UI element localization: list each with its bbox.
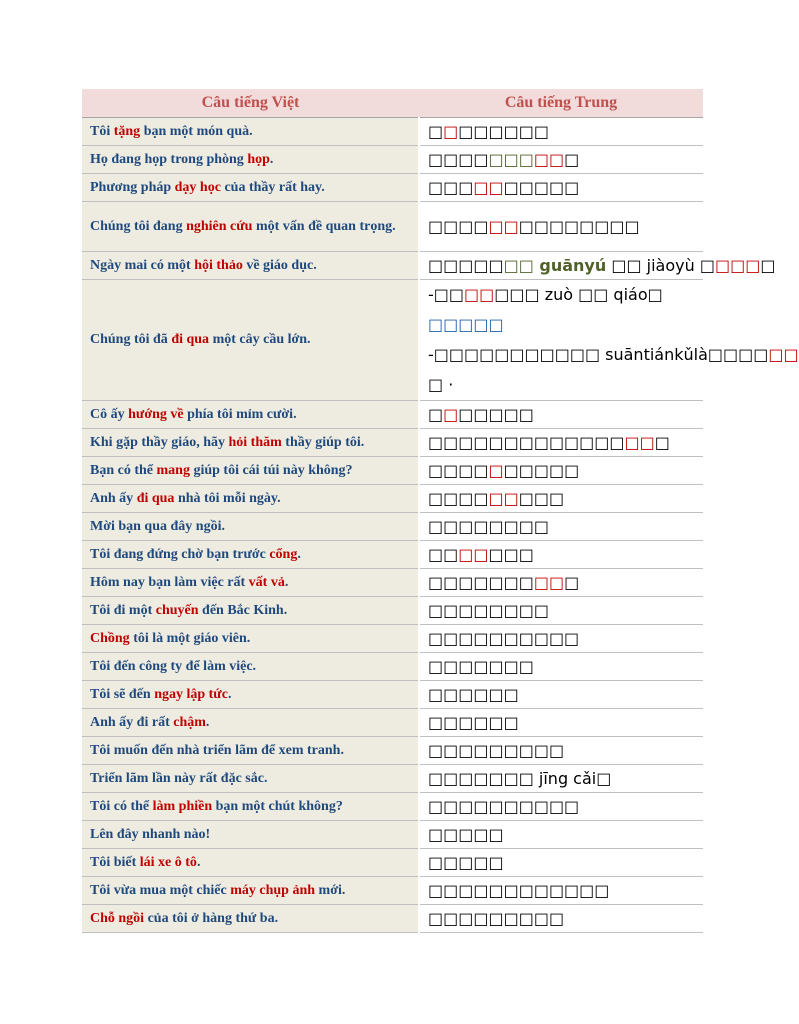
highlighted-word: dạy học bbox=[174, 179, 221, 195]
table-row bbox=[82, 280, 703, 401]
sentence-text: □□□□□ bbox=[503, 461, 580, 480]
sentence-text: Hôm nay bạn làm việc rất bbox=[90, 574, 249, 590]
sentence-text: □□□□□□□□□ bbox=[428, 741, 565, 760]
sentence-text: Họ đang họp trong phòng bbox=[90, 151, 248, 167]
chinese-line bbox=[428, 681, 695, 708]
table-row bbox=[82, 541, 703, 569]
chinese-line bbox=[428, 625, 695, 652]
sentence-text: . bbox=[227, 686, 232, 702]
sentence-text: □□□□□ bbox=[428, 825, 504, 844]
sentence-text: □□□□□□□□ bbox=[428, 601, 549, 620]
chinese-sentence bbox=[419, 905, 703, 933]
sentence-text: Phương pháp bbox=[90, 179, 175, 195]
chinese-sentence bbox=[419, 793, 703, 821]
chinese-line bbox=[428, 370, 695, 400]
chinese-line bbox=[428, 485, 695, 512]
chinese-line bbox=[428, 513, 695, 540]
sentence-text: □□□□ bbox=[428, 461, 489, 480]
table-row bbox=[82, 569, 703, 597]
chinese-line bbox=[428, 213, 695, 240]
sentence-text: Tôi muốn đến nhà triển lãm để xem tranh. bbox=[90, 742, 344, 758]
sentence-text: □□□□□□□ jīng cǎi□ bbox=[428, 769, 612, 788]
vietnamese-sentence bbox=[82, 821, 419, 849]
chinese-sentence bbox=[419, 653, 703, 681]
chinese-sentence bbox=[419, 569, 703, 597]
highlighted-word: □□□□□ bbox=[428, 315, 504, 334]
vietnamese-sentence bbox=[82, 793, 419, 821]
table-row bbox=[82, 401, 703, 429]
vietnamese-sentence bbox=[82, 877, 419, 905]
sentence-text: □□□□□□□□ bbox=[428, 517, 549, 536]
chinese-sentence bbox=[419, 765, 703, 793]
table-row bbox=[82, 849, 703, 877]
highlighted-word: đi qua bbox=[171, 332, 210, 347]
table-row bbox=[82, 709, 703, 737]
table-row bbox=[82, 429, 703, 457]
highlighted-word: □□ bbox=[768, 345, 799, 364]
sentence-text: phía tôi mỉm cười. bbox=[183, 406, 297, 422]
highlighted-word: ngay lập tức bbox=[154, 686, 228, 702]
chinese-line bbox=[428, 174, 695, 201]
chinese-line bbox=[428, 905, 695, 932]
vietnamese-sentence bbox=[82, 541, 419, 569]
table-row bbox=[82, 821, 703, 849]
sentence-text: □□□□□ bbox=[503, 178, 580, 197]
sentence-text: Chúng tôi đang bbox=[90, 218, 187, 234]
sentence-text: Tôi đang đứng chờ bạn trước bbox=[90, 546, 270, 562]
sentence-text: Mời bạn qua đây ngồi. bbox=[90, 518, 225, 534]
chinese-line bbox=[428, 280, 695, 310]
sentence-text: □□□ bbox=[518, 489, 565, 508]
highlighted-word: □□ bbox=[533, 150, 565, 169]
chinese-sentence bbox=[419, 877, 703, 905]
highlighted-word: hội thảo bbox=[194, 257, 243, 273]
chinese-sentence bbox=[419, 252, 776, 280]
sentence-text: bạn một chút không? bbox=[212, 798, 343, 814]
sentence-text: □□□□□□ bbox=[428, 685, 519, 704]
sentence-text: □□□□□□□□□□ bbox=[428, 629, 580, 648]
chinese-sentence bbox=[419, 401, 703, 429]
chinese-sentence bbox=[419, 541, 703, 569]
vietnamese-sentence bbox=[82, 569, 419, 597]
header-row bbox=[82, 89, 703, 118]
chinese-line bbox=[428, 653, 695, 680]
highlighted-word: hỏi thăm bbox=[228, 434, 282, 450]
highlighted-word: chậm bbox=[173, 714, 206, 730]
highlighted-word: máy chụp ảnh bbox=[230, 882, 316, 898]
vietnamese-sentence bbox=[82, 709, 419, 737]
sentence-text: Lên đây nhanh nào! bbox=[90, 826, 211, 842]
highlighted-word: nghiên cứu bbox=[186, 218, 253, 234]
vietnamese-sentence bbox=[82, 765, 419, 793]
sentence-text: □ bbox=[654, 433, 670, 452]
sentence-text: □ bbox=[564, 150, 580, 169]
table-row bbox=[82, 737, 703, 765]
vietnamese-sentence bbox=[82, 252, 419, 280]
sentence-text: □□ bbox=[428, 545, 459, 564]
chinese-line bbox=[428, 849, 695, 876]
table-row bbox=[82, 681, 703, 709]
chinese-line bbox=[428, 765, 695, 792]
highlighted-word: □ bbox=[443, 405, 459, 424]
highlighted-word: cổng bbox=[269, 546, 298, 562]
highlighted-word: □□ bbox=[488, 489, 519, 508]
sentence-text: tôi là một giáo viên. bbox=[129, 630, 251, 646]
chinese-sentence bbox=[419, 457, 703, 485]
vietnamese-sentence bbox=[82, 429, 419, 457]
sentence-text: Bạn có thể bbox=[90, 462, 157, 478]
chinese-line bbox=[428, 401, 695, 428]
highlighted-word: Chồng bbox=[90, 630, 130, 646]
sentence-text: Khi gặp thầy giáo, hãy bbox=[90, 434, 229, 450]
sentence-text: thầy giúp tôi. bbox=[281, 434, 365, 450]
highlighted-word: đi qua bbox=[136, 490, 175, 506]
highlighted-word: Chỗ ngồi bbox=[90, 910, 145, 926]
highlighted-word: □□ bbox=[458, 545, 489, 564]
chinese-sentence bbox=[419, 737, 703, 765]
sentence-text: một cây cầu lớn. bbox=[209, 332, 311, 347]
sentence-text: □ bbox=[428, 122, 444, 141]
header-vietnamese: Câu tiếng Việt bbox=[82, 89, 419, 118]
highlighted-word: □ bbox=[443, 122, 459, 141]
sentence-text: . bbox=[269, 151, 274, 167]
chinese-line bbox=[428, 877, 695, 904]
sentence-text: Anh ấy bbox=[90, 490, 137, 506]
chinese-line bbox=[428, 597, 695, 624]
sentence-text: Tôi biết bbox=[90, 854, 140, 870]
sentence-text: □ bbox=[564, 573, 580, 592]
highlighted-word: □□ bbox=[624, 433, 655, 452]
sentence-text: □□□ bbox=[428, 178, 474, 197]
sentence-text: Tôi có thể bbox=[90, 798, 153, 814]
chinese-sentence bbox=[419, 202, 703, 252]
chinese-line bbox=[428, 541, 695, 568]
sentence-text: Ngày mai có một bbox=[90, 257, 195, 273]
chinese-sentence bbox=[419, 485, 703, 513]
sentence-text: □□ jiàoyù □ bbox=[606, 256, 715, 275]
highlighted-word: □ bbox=[488, 461, 504, 480]
sentence-text: □□□□□□□□□□□□ bbox=[428, 881, 610, 900]
sentence-text: -□□□□□□□□□□□ suāntiánkǔlà□□□□ bbox=[428, 345, 769, 364]
vocabulary-table bbox=[82, 89, 799, 933]
table-row bbox=[82, 765, 703, 793]
chinese-sentence bbox=[419, 625, 703, 653]
highlighted-word: chuyến bbox=[155, 602, 199, 618]
table-row bbox=[82, 202, 703, 252]
chinese-sentence bbox=[419, 513, 703, 541]
highlighted-word: guānyú bbox=[533, 256, 607, 275]
sentence-text: □ bbox=[428, 405, 444, 424]
sentence-text: Tôi sẽ đến bbox=[90, 686, 155, 702]
sentence-text: □□□□□□□□□□ bbox=[428, 797, 580, 816]
vietnamese-sentence bbox=[82, 118, 419, 146]
chinese-line bbox=[428, 457, 695, 484]
chinese-line bbox=[428, 709, 695, 736]
sentence-text: □□□□□□□□□□□□□ bbox=[428, 433, 625, 452]
sentence-text: . bbox=[196, 854, 201, 870]
sentence-text: đến Bắc Kinh. bbox=[198, 602, 288, 618]
highlighted-word: □□□ bbox=[488, 150, 534, 169]
sentence-text: □□□□□□ bbox=[428, 713, 519, 732]
highlighted-word: lái xe ô tô bbox=[139, 854, 197, 870]
table-row bbox=[82, 597, 703, 625]
table-row bbox=[82, 174, 703, 202]
sentence-text: Chúng tôi đã bbox=[90, 332, 172, 347]
chinese-line bbox=[428, 821, 695, 848]
table-row bbox=[82, 485, 703, 513]
sentence-text: Tôi đi một bbox=[90, 602, 156, 618]
sentence-text: □□□□ bbox=[428, 489, 489, 508]
vietnamese-sentence bbox=[82, 513, 419, 541]
chinese-sentence bbox=[419, 429, 703, 457]
sentence-text: □□□□□ bbox=[428, 853, 504, 872]
sentence-text: □□□□□□□□□ bbox=[428, 909, 565, 928]
chinese-sentence bbox=[419, 118, 703, 146]
chinese-line bbox=[428, 793, 695, 820]
chinese-sentence bbox=[419, 849, 703, 877]
sentence-text: □□□□□□□ bbox=[428, 657, 534, 676]
vietnamese-sentence bbox=[82, 597, 419, 625]
sentence-text: Anh ấy đi rất bbox=[90, 714, 174, 730]
vietnamese-sentence bbox=[82, 681, 419, 709]
table-row bbox=[82, 513, 703, 541]
highlighted-word: hướng về bbox=[128, 406, 184, 422]
vietnamese-sentence bbox=[82, 146, 419, 174]
chinese-sentence bbox=[419, 681, 703, 709]
sentence-text: □□□□□ bbox=[458, 405, 534, 424]
sentence-text: □□□ zuò □□ qiáo□ bbox=[494, 285, 663, 304]
highlighted-word: vất vả bbox=[248, 574, 285, 590]
chinese-sentence bbox=[419, 174, 703, 202]
highlighted-word: mang bbox=[156, 462, 190, 478]
vietnamese-sentence bbox=[82, 202, 419, 252]
highlighted-word: tặng bbox=[113, 123, 141, 139]
sentence-text: Cô ấy bbox=[90, 406, 129, 422]
highlighted-word: □□ bbox=[533, 573, 565, 592]
sentence-text: □□□ bbox=[488, 545, 534, 564]
vietnamese-sentence bbox=[82, 905, 419, 933]
table-row bbox=[82, 793, 703, 821]
chinese-line bbox=[428, 340, 799, 370]
vietnamese-sentence bbox=[82, 625, 419, 653]
sentence-text: □□□□□ bbox=[428, 256, 504, 275]
vietnamese-sentence bbox=[82, 457, 419, 485]
table-row bbox=[82, 625, 703, 653]
sentence-text: về giáo dục. bbox=[242, 257, 317, 273]
highlighted-word: □□□ bbox=[714, 256, 761, 275]
sentence-text: giúp tôi cái túi này không? bbox=[189, 462, 353, 478]
sentence-text: □□□□ bbox=[428, 217, 489, 236]
highlighted-word: □□ bbox=[488, 217, 519, 236]
sentence-text: Triển lãm lần này rất đặc sắc. bbox=[90, 770, 268, 786]
header-chinese: Câu tiếng Trung bbox=[419, 89, 703, 118]
highlighted-word: làm phiền bbox=[152, 798, 213, 814]
table-body bbox=[82, 118, 799, 933]
chinese-line bbox=[428, 146, 695, 173]
sentence-text: của thầy rất hay. bbox=[220, 179, 325, 195]
chinese-line bbox=[428, 737, 695, 764]
sentence-text: . bbox=[284, 574, 289, 590]
sentence-text: một vấn đề quan trọng. bbox=[252, 218, 396, 234]
chinese-line bbox=[428, 252, 776, 279]
sentence-text: □□□□ bbox=[428, 150, 489, 169]
sentence-text: □ bbox=[760, 256, 776, 275]
highlighted-word: □□ bbox=[503, 256, 534, 275]
vietnamese-sentence bbox=[82, 849, 419, 877]
table-row bbox=[82, 252, 703, 280]
chinese-line bbox=[428, 569, 695, 596]
sentence-text: của tôi ở hàng thứ ba. bbox=[144, 910, 279, 926]
table-row bbox=[82, 653, 703, 681]
sentence-text: □□□□□□ bbox=[458, 122, 549, 141]
chinese-line bbox=[428, 310, 695, 340]
chinese-sentence bbox=[419, 821, 703, 849]
sentence-text: Tôi bbox=[90, 123, 114, 139]
vietnamese-sentence bbox=[82, 401, 419, 429]
vietnamese-sentence bbox=[82, 653, 419, 681]
sentence-text: -□□ bbox=[428, 285, 465, 304]
sentence-text: . bbox=[205, 714, 210, 730]
chinese-sentence bbox=[419, 709, 703, 737]
table-row bbox=[82, 905, 703, 933]
highlighted-word: □□ bbox=[464, 285, 495, 304]
vietnamese-sentence bbox=[82, 280, 419, 401]
highlighted-word: họp bbox=[247, 151, 270, 167]
vietnamese-sentence bbox=[82, 737, 419, 765]
sentence-text: □□□□□□□ bbox=[428, 573, 534, 592]
table-row bbox=[82, 118, 703, 146]
sentence-text: bạn một món quà. bbox=[140, 123, 253, 139]
vietnamese-sentence bbox=[82, 485, 419, 513]
vietnamese-sentence bbox=[82, 174, 419, 202]
sentence-text: . bbox=[297, 546, 301, 562]
table-row bbox=[82, 146, 703, 174]
sentence-text: □□□□□□□□ bbox=[518, 217, 640, 236]
sentence-text: mới. bbox=[315, 882, 346, 898]
sentence-text: □ · bbox=[428, 375, 454, 394]
highlighted-word: □□ bbox=[473, 178, 504, 197]
chinese-sentence bbox=[419, 597, 703, 625]
sentence-text: Tôi vừa mua một chiếc bbox=[90, 882, 231, 898]
chinese-line bbox=[428, 429, 695, 456]
table-row bbox=[82, 877, 703, 905]
table-row bbox=[82, 457, 703, 485]
chinese-line bbox=[428, 118, 695, 145]
sentence-text: nhà tôi mỗi ngày. bbox=[174, 490, 281, 506]
vocabulary-table-container bbox=[82, 89, 799, 933]
chinese-sentence bbox=[419, 280, 799, 401]
chinese-sentence bbox=[419, 146, 703, 174]
sentence-text: Tôi đến công ty để làm việc. bbox=[90, 658, 257, 674]
